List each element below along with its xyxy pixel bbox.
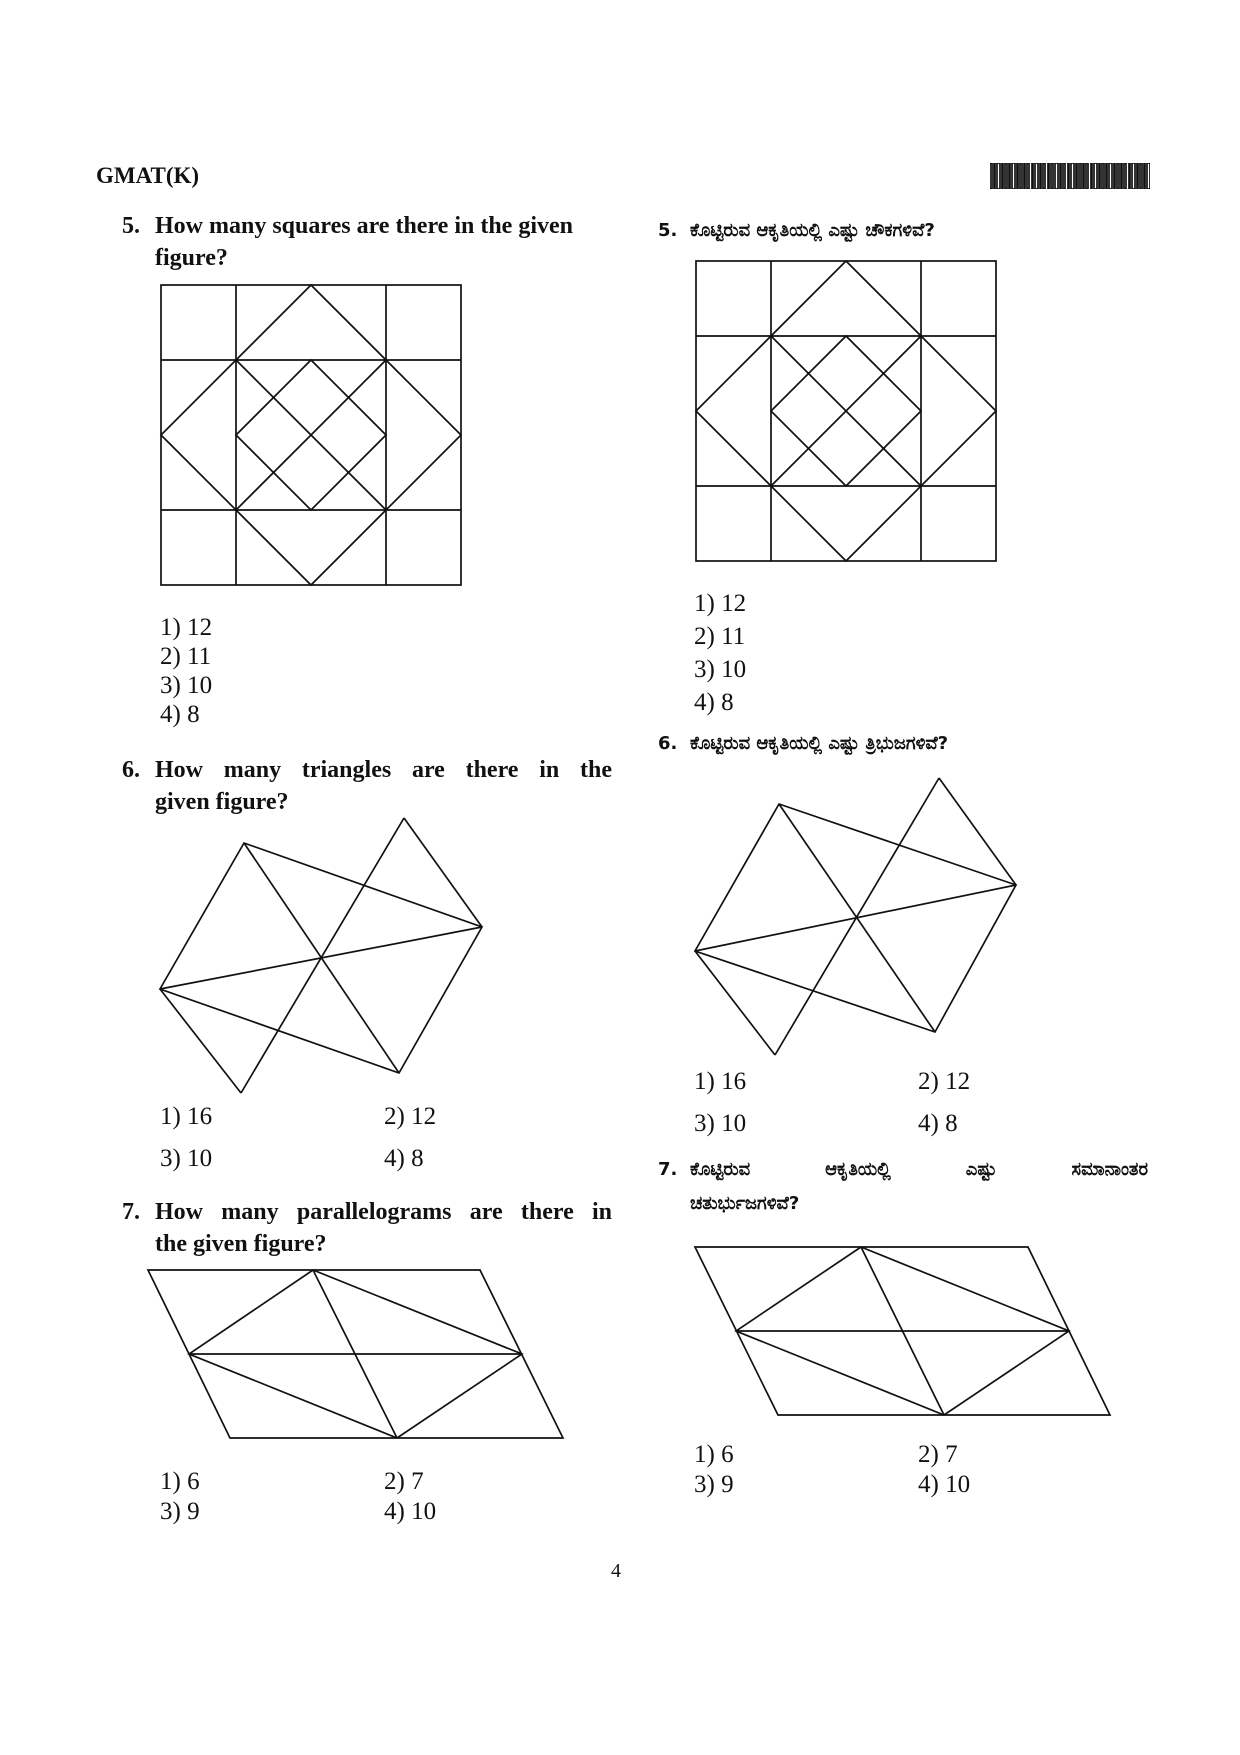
option-3[interactable]: 3) 10 bbox=[160, 672, 213, 699]
option-3[interactable]: 3) 10 bbox=[694, 1110, 747, 1137]
question-5-kn bbox=[658, 214, 1148, 248]
option-1[interactable]: 1) 16 bbox=[160, 1103, 213, 1130]
triangles-figure-kn bbox=[685, 770, 1025, 1060]
option-2[interactable]: 2) 11 bbox=[694, 623, 746, 650]
option-3[interactable]: 3) 10 bbox=[694, 656, 747, 683]
options-7-en bbox=[160, 1468, 584, 1526]
exam-code: GMAT(K) bbox=[96, 163, 200, 188]
option-2[interactable]: 2) 12 bbox=[918, 1068, 971, 1095]
option-2[interactable]: 2) 7 bbox=[384, 1468, 424, 1495]
question-text: ಕೊಟ್ಟಿರುವ ಆಕೃತಿಯಲ್ಲಿ ಎಷ್ಟು ತ್ರಿಭುಜಗಳಿವೆ? bbox=[690, 733, 949, 754]
question-number: 6. bbox=[658, 733, 678, 754]
question-text: ಕೊಟ್ಟಿರುವ ಆಕೃತಿಯಲ್ಲಿ ಎಷ್ಟು ಸಮಾನಾಂತರ bbox=[690, 1159, 1148, 1180]
question-7-en bbox=[122, 1196, 612, 1260]
option-4[interactable]: 4) 8 bbox=[694, 689, 734, 716]
question-number: 5. bbox=[122, 213, 140, 239]
option-2[interactable]: 2) 11 bbox=[160, 643, 212, 670]
question-text-continued: figure? bbox=[155, 245, 228, 271]
question-text-continued: ಚತುರ್ಭುಜಗಳಿವೆ? bbox=[690, 1193, 800, 1214]
squares-figure-kn bbox=[693, 258, 999, 564]
parallelograms-figure-en bbox=[140, 1265, 580, 1455]
option-4[interactable]: 4) 8 bbox=[918, 1110, 958, 1137]
option-4[interactable]: 4) 8 bbox=[384, 1145, 424, 1172]
option-4[interactable]: 4) 10 bbox=[384, 1498, 437, 1525]
question-text-continued: the given figure? bbox=[155, 1231, 327, 1257]
option-4[interactable]: 4) 10 bbox=[918, 1471, 971, 1498]
question-7-kn bbox=[658, 1153, 1148, 1221]
option-1[interactable]: 1) 12 bbox=[694, 590, 747, 617]
question-6-en bbox=[122, 754, 612, 818]
question-number: 7. bbox=[658, 1159, 678, 1180]
option-3[interactable]: 3) 10 bbox=[160, 1145, 213, 1172]
question-number: 6. bbox=[122, 757, 140, 783]
barcode-image bbox=[990, 163, 1150, 189]
question-text: ಕೊಟ್ಟಿರುವ ಆಕೃತಿಯಲ್ಲಿ ಎಷ್ಟು ಚೌಕಗಳಿವೆ? bbox=[690, 220, 935, 241]
options-6-en bbox=[160, 1103, 584, 1173]
options-7-kn bbox=[694, 1441, 1118, 1499]
option-1[interactable]: 1) 6 bbox=[694, 1441, 734, 1468]
question-text-continued: given figure? bbox=[155, 789, 289, 815]
question-number: 5. bbox=[658, 220, 678, 241]
squares-figure-en bbox=[158, 282, 464, 588]
options-5-kn bbox=[694, 587, 746, 719]
option-3[interactable]: 3) 9 bbox=[160, 1498, 200, 1525]
triangles-figure-en bbox=[150, 810, 490, 1100]
option-1[interactable]: 1) 12 bbox=[160, 614, 213, 641]
parallelograms-figure-kn bbox=[690, 1240, 1130, 1430]
option-4[interactable]: 4) 8 bbox=[160, 701, 200, 728]
page-number: 4 bbox=[611, 1560, 621, 1582]
question-number: 7. bbox=[122, 1199, 140, 1225]
option-1[interactable]: 1) 16 bbox=[694, 1068, 747, 1095]
option-3[interactable]: 3) 9 bbox=[694, 1471, 734, 1498]
question-5-en bbox=[122, 210, 612, 274]
question-text: How many squares are there in the given bbox=[155, 213, 573, 239]
option-2[interactable]: 2) 12 bbox=[384, 1103, 437, 1130]
options-6-kn bbox=[694, 1068, 1118, 1138]
option-1[interactable]: 1) 6 bbox=[160, 1468, 200, 1495]
options-5-en bbox=[160, 613, 212, 729]
question-6-kn bbox=[658, 727, 1148, 761]
question-text: How many triangles are there in the bbox=[155, 757, 612, 783]
question-text: How many parallelograms are there in bbox=[155, 1199, 612, 1225]
option-2[interactable]: 2) 7 bbox=[918, 1441, 958, 1468]
